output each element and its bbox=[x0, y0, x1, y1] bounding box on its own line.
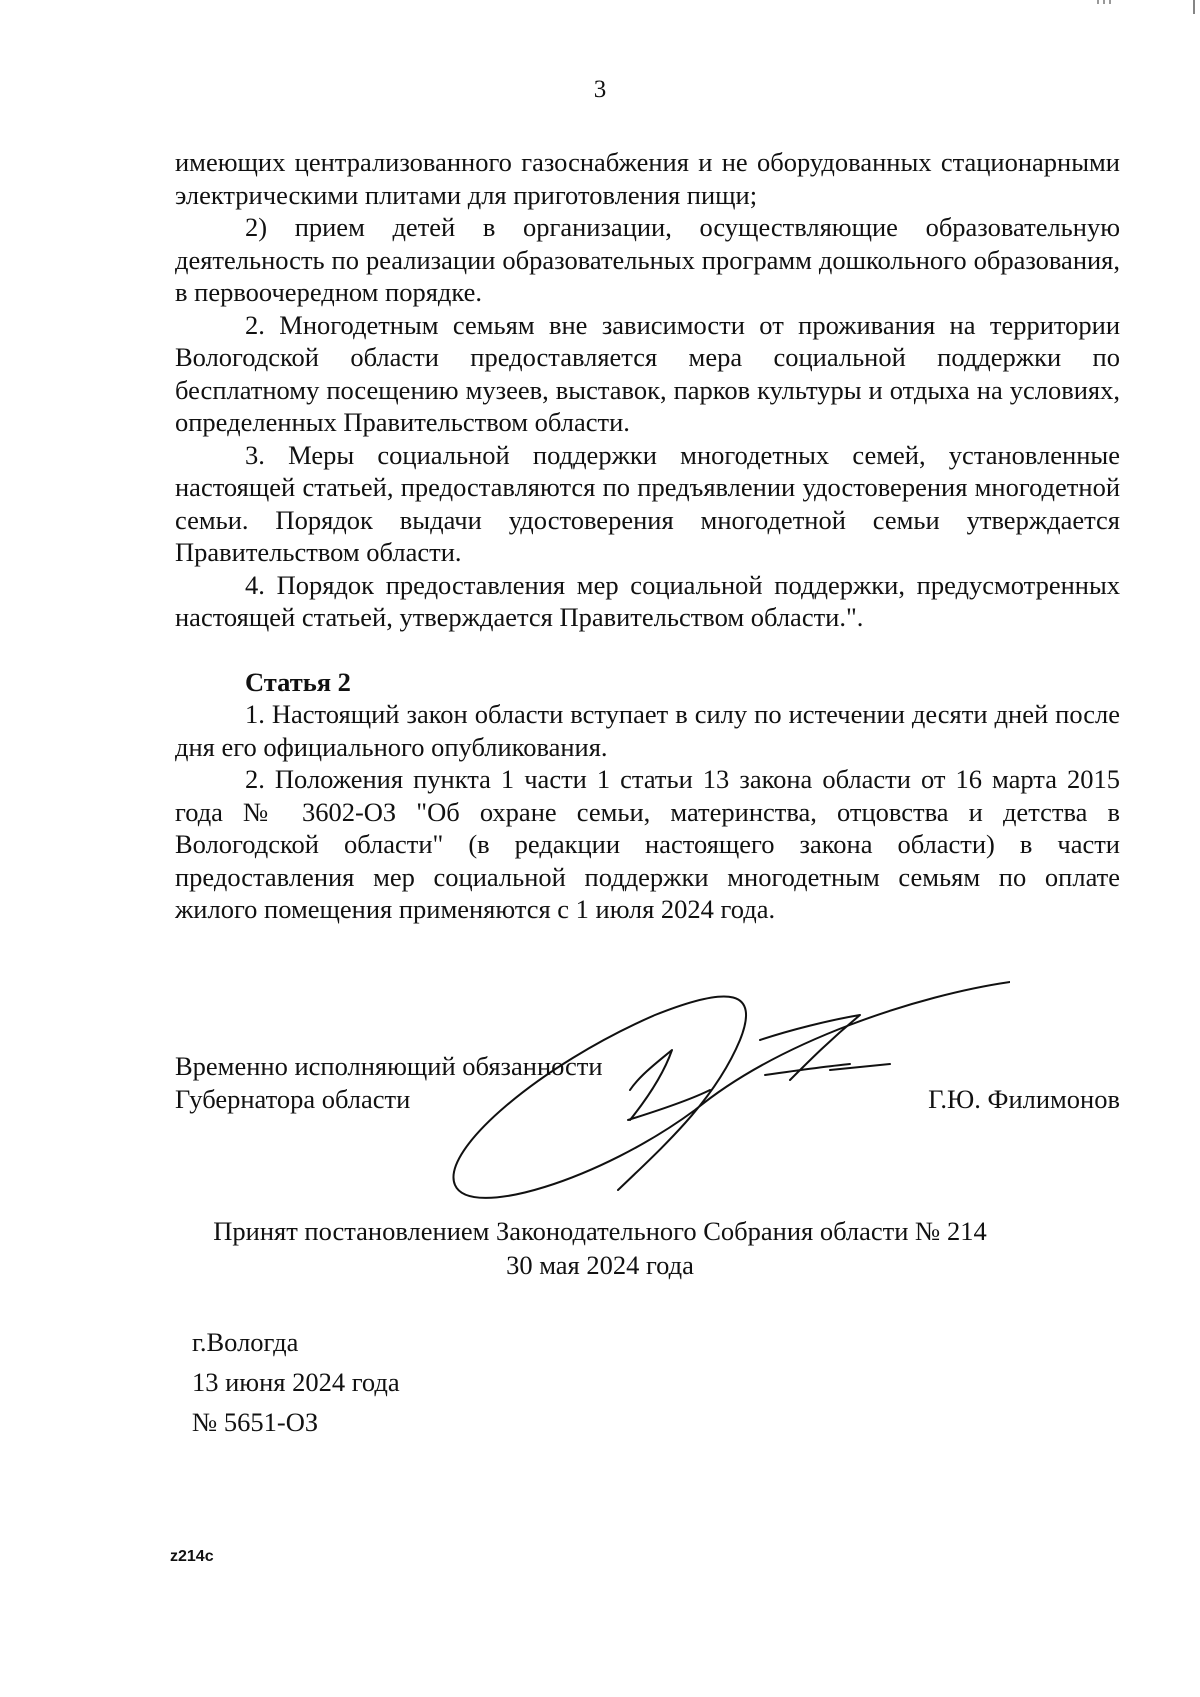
article-2-title: Статья 2 bbox=[245, 666, 351, 697]
paragraph-point-4: 4. Порядок предоставления мер социальной поддержки, предусмотренных настоящей статьей, утверждается Правительством области.". bbox=[175, 569, 1120, 632]
document-code: z214c bbox=[170, 1548, 214, 1565]
city: г.Вологда bbox=[192, 1327, 299, 1357]
signing-date: 13 июня 2024 года bbox=[192, 1367, 400, 1397]
signatory-position-line-1: Временно исполняющий обязанности bbox=[175, 1051, 603, 1081]
law-number: № 5651-ОЗ bbox=[192, 1407, 319, 1437]
adoption-note bbox=[0, 1214, 1200, 1282]
article-2-paragraph-1: 1. Настоящий закон области вступает в силу по истечении десяти дней после дня его официального опубликования. bbox=[175, 699, 1120, 762]
paragraph-item-2: 2) прием детей в организации, осуществляющие образовательную деятельность по реализации образовательных программ дошкольного образования, в первоочередном порядке. bbox=[175, 212, 1120, 307]
paragraph-point-2: 2. Многодетным семьям вне зависимости от проживания на территории Вологодской области предоставляется мера социальной поддержки по бесплатному посещению музеев, выставок, парков культуры и отдыха на условиях, определенных Правительством области. bbox=[175, 309, 1120, 437]
paragraph-continuation: имеющих централизованного газоснабжения и не оборудованных стационарными электрическими плитами для приготовления пищи; bbox=[175, 147, 1120, 210]
place-date-number bbox=[192, 1322, 400, 1442]
signatory-name: Г.Ю. Филимонов bbox=[928, 1083, 1120, 1114]
paragraph-point-3: 3. Меры социальной поддержки многодетных семей, установленные настоящей статьей, предоставляются по предъявлении удостоверения многодетной семьи. Порядок выдачи удостоверения многодетной семьи утверждается Правительством области. bbox=[175, 439, 1120, 567]
adoption-date: 30 мая 2024 года bbox=[506, 1250, 694, 1280]
document-body bbox=[175, 146, 1120, 926]
adoption-line-1: Принят постановлением Законодательного Собрания области № 214 bbox=[213, 1216, 987, 1246]
handwritten-signature bbox=[450, 970, 1010, 1230]
page-number: 3 bbox=[593, 76, 607, 103]
scan-edge-marks bbox=[1080, 0, 1200, 14]
article-2-paragraph-2: 2. Положения пункта 1 части 1 статьи 13 закона области от 16 марта 2015 года № 3602-ОЗ "Об охране семьи, материнства, отцовства и детства в Вологодской области" (в редакции настоящего закона области) в части предоставления мер социальной поддержки многодетным семьям по оплате жилого помещения применяются с 1 июля 2024 года. bbox=[175, 764, 1120, 924]
signatory-position-line-2: Губернатора области bbox=[175, 1083, 411, 1114]
